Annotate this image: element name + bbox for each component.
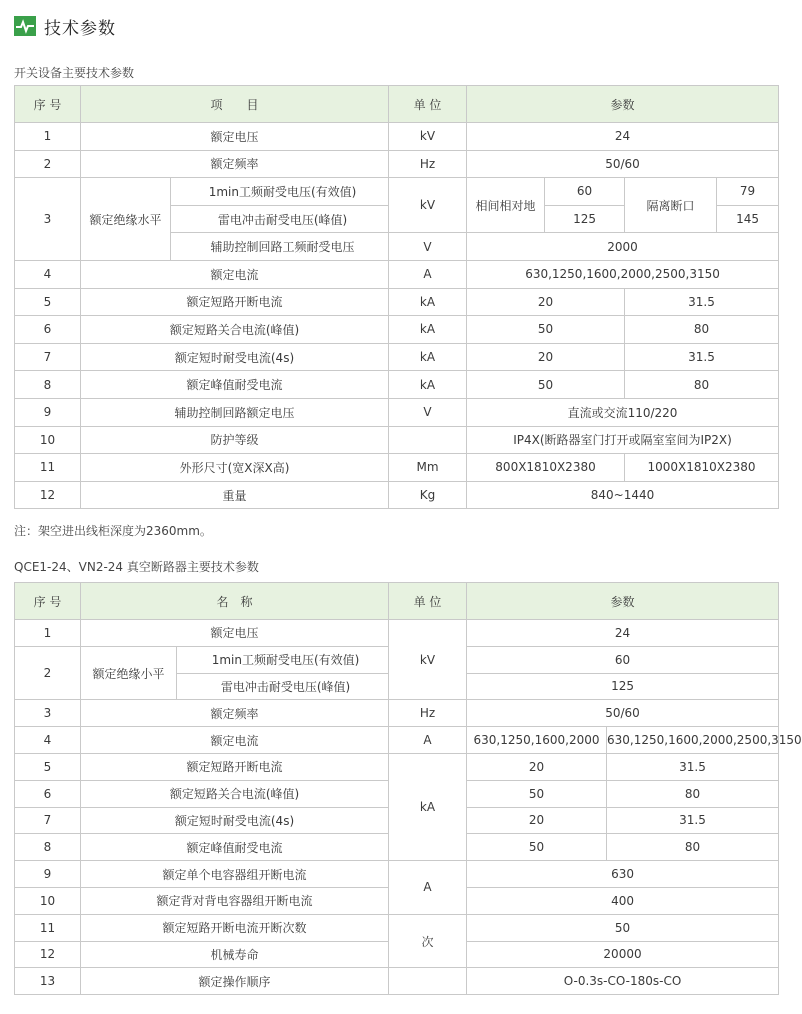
row-no: 8 bbox=[15, 371, 81, 399]
isolation-label: 隔离断口 bbox=[625, 178, 717, 233]
col-header-unit: 单 位 bbox=[389, 583, 467, 620]
row-sub-name: 1min工频耐受电压(有效值) bbox=[171, 178, 389, 206]
row-unit bbox=[389, 968, 467, 995]
row-value-b: 80 bbox=[625, 316, 779, 344]
phase-label: 相间相对地 bbox=[467, 178, 545, 233]
row-value-b: 31.5 bbox=[607, 753, 779, 780]
row-sub-name: 雷电冲击耐受电压(峰值) bbox=[177, 673, 389, 700]
row-name: 额定操作顺序 bbox=[81, 968, 389, 995]
row-no: 3 bbox=[15, 178, 81, 261]
row-value-a: 20 bbox=[467, 753, 607, 780]
row-name: 额定短路开断电流 bbox=[81, 753, 389, 780]
row-group-name: 额定绝缘水平 bbox=[81, 178, 171, 261]
row-no: 6 bbox=[15, 780, 81, 807]
table1-caption: 开关设备主要技术参数 bbox=[14, 66, 135, 80]
table-row bbox=[15, 700, 779, 727]
phase-value: 60 bbox=[545, 178, 625, 206]
row-no: 7 bbox=[15, 807, 81, 834]
row-no: 13 bbox=[15, 968, 81, 995]
table1-note: 注：架空进出线柜深度为2360mm。 bbox=[14, 524, 212, 538]
row-name: 外形尺寸(宽X深X高) bbox=[81, 454, 389, 482]
phase-value: 125 bbox=[545, 205, 625, 233]
row-unit: Hz bbox=[389, 150, 467, 178]
row-unit: kA bbox=[389, 316, 467, 344]
row-value: 630 bbox=[467, 861, 779, 888]
row-value-b: 31.5 bbox=[625, 343, 779, 371]
table-row bbox=[15, 481, 779, 509]
row-name: 防护等级 bbox=[81, 426, 389, 454]
row-unit: Hz bbox=[389, 700, 467, 727]
row-no: 1 bbox=[15, 620, 81, 647]
row-value-b: 1000X1810X2380 bbox=[625, 454, 779, 482]
row-no: 12 bbox=[15, 941, 81, 968]
row-no: 2 bbox=[15, 150, 81, 178]
row-unit: 次 bbox=[389, 914, 467, 968]
row-unit: kA bbox=[389, 753, 467, 860]
col-header-no: 序 号 bbox=[15, 583, 81, 620]
row-no: 3 bbox=[15, 700, 81, 727]
row-name: 额定峰值耐受电流 bbox=[81, 834, 389, 861]
row-unit: A bbox=[389, 727, 467, 754]
table-row bbox=[15, 753, 779, 780]
table-row bbox=[15, 150, 779, 178]
row-value: 2000 bbox=[467, 233, 779, 261]
row-sub-name: 辅助控制回路工频耐受电压 bbox=[171, 233, 389, 261]
row-no: 5 bbox=[15, 288, 81, 316]
row-value-b: 80 bbox=[607, 834, 779, 861]
col-header-value: 参数 bbox=[467, 583, 779, 620]
row-value: 50/60 bbox=[467, 700, 779, 727]
row-value-a: 630,1250,1600,2000 bbox=[467, 727, 607, 754]
row-sub-name: 雷电冲击耐受电压(峰值) bbox=[171, 205, 389, 233]
table-row bbox=[15, 123, 779, 151]
table-row bbox=[15, 727, 779, 754]
row-name: 额定短路开断电流 bbox=[81, 288, 389, 316]
table-row bbox=[15, 371, 779, 399]
row-name: 额定短路开断电流开断次数 bbox=[81, 914, 389, 941]
row-value: 630,1250,1600,2000,2500,3150 bbox=[467, 260, 779, 288]
isolation-value: 79 bbox=[717, 178, 779, 206]
pulse-logo-icon bbox=[14, 16, 36, 36]
row-no: 10 bbox=[15, 887, 81, 914]
row-value: 24 bbox=[467, 620, 779, 647]
row-value-b: 31.5 bbox=[625, 288, 779, 316]
table-row bbox=[15, 178, 779, 206]
row-name: 额定电流 bbox=[81, 727, 389, 754]
row-name: 重量 bbox=[81, 481, 389, 509]
row-value: 400 bbox=[467, 887, 779, 914]
row-value-a: 50 bbox=[467, 780, 607, 807]
row-group-name: 额定绝缘小平 bbox=[81, 646, 177, 700]
row-unit: Mm bbox=[389, 454, 467, 482]
row-name: 机械寿命 bbox=[81, 941, 389, 968]
row-no: 9 bbox=[15, 861, 81, 888]
section-header bbox=[14, 12, 116, 40]
row-value: O-0.3s-CO-180s-CO bbox=[467, 968, 779, 995]
table-row bbox=[15, 426, 779, 454]
row-unit: V bbox=[389, 233, 467, 261]
table-header-row bbox=[15, 86, 779, 123]
row-no: 6 bbox=[15, 316, 81, 344]
row-value-b: 80 bbox=[607, 780, 779, 807]
row-value-a: 50 bbox=[467, 371, 625, 399]
row-value-a: 20 bbox=[467, 288, 625, 316]
row-no: 1 bbox=[15, 123, 81, 151]
table-row bbox=[15, 968, 779, 995]
row-name: 额定单个电容器组开断电流 bbox=[81, 861, 389, 888]
row-no: 4 bbox=[15, 727, 81, 754]
row-name: 额定频率 bbox=[81, 150, 389, 178]
row-name: 额定电压 bbox=[81, 123, 389, 151]
table-row bbox=[15, 861, 779, 888]
row-unit: A bbox=[389, 861, 467, 915]
row-value-b: 31.5 bbox=[607, 807, 779, 834]
row-no: 12 bbox=[15, 481, 81, 509]
table-row bbox=[15, 343, 779, 371]
col-header-value: 参数 bbox=[467, 86, 779, 123]
row-no: 10 bbox=[15, 426, 81, 454]
table-row bbox=[15, 260, 779, 288]
row-name: 额定短路关合电流(峰值) bbox=[81, 316, 389, 344]
row-value: 20000 bbox=[467, 941, 779, 968]
row-unit: kV bbox=[389, 123, 467, 151]
col-header-unit: 单 位 bbox=[389, 86, 467, 123]
col-header-item: 项 目 bbox=[81, 86, 389, 123]
col-header-no: 序 号 bbox=[15, 86, 81, 123]
row-name: 额定频率 bbox=[81, 700, 389, 727]
row-no: 5 bbox=[15, 753, 81, 780]
table-row bbox=[15, 398, 779, 426]
row-value-a: 800X1810X2380 bbox=[467, 454, 625, 482]
row-name: 辅助控制回路额定电压 bbox=[81, 398, 389, 426]
row-value-b: 80 bbox=[625, 371, 779, 399]
table-header-row bbox=[15, 583, 779, 620]
row-unit: A bbox=[389, 260, 467, 288]
row-no: 11 bbox=[15, 454, 81, 482]
row-unit: kV bbox=[389, 178, 467, 233]
row-value-a: 50 bbox=[467, 834, 607, 861]
row-unit bbox=[389, 426, 467, 454]
table-row bbox=[15, 316, 779, 344]
row-name: 额定电流 bbox=[81, 260, 389, 288]
row-unit: kA bbox=[389, 343, 467, 371]
row-no: 11 bbox=[15, 914, 81, 941]
table-row bbox=[15, 288, 779, 316]
table-row bbox=[15, 914, 779, 941]
row-unit: kA bbox=[389, 288, 467, 316]
row-no: 8 bbox=[15, 834, 81, 861]
switchgear-spec-table bbox=[14, 85, 779, 509]
row-value-a: 20 bbox=[467, 343, 625, 371]
row-name: 额定峰值耐受电流 bbox=[81, 371, 389, 399]
row-name: 额定背对背电容器组开断电流 bbox=[81, 887, 389, 914]
table-row bbox=[15, 454, 779, 482]
row-value: 50 bbox=[467, 914, 779, 941]
row-value-a: 20 bbox=[467, 807, 607, 834]
row-value: 24 bbox=[467, 123, 779, 151]
row-unit: kA bbox=[389, 371, 467, 399]
row-value-b: 630,1250,1600,2000,2500,3150 bbox=[607, 727, 779, 754]
row-name: 额定短时耐受电流(4s) bbox=[81, 343, 389, 371]
isolation-value: 145 bbox=[717, 205, 779, 233]
page-title: 技术参数 bbox=[44, 18, 116, 39]
row-name: 额定短时耐受电流(4s) bbox=[81, 807, 389, 834]
col-header-name: 名 称 bbox=[81, 583, 389, 620]
row-no: 2 bbox=[15, 646, 81, 700]
row-no: 9 bbox=[15, 398, 81, 426]
table2-caption: QCE1-24、VN2-24 真空断路器主要技术参数 bbox=[14, 560, 259, 574]
row-no: 7 bbox=[15, 343, 81, 371]
table-row bbox=[15, 620, 779, 647]
row-name: 额定短路关合电流(峰值) bbox=[81, 780, 389, 807]
row-value: 60 bbox=[467, 646, 779, 673]
row-unit: Kg bbox=[389, 481, 467, 509]
row-value: 50/60 bbox=[467, 150, 779, 178]
row-value: 直流或交流110/220 bbox=[467, 398, 779, 426]
row-sub-name: 1min工频耐受电压(有效值) bbox=[177, 646, 389, 673]
row-name: 额定电压 bbox=[81, 620, 389, 647]
row-no: 4 bbox=[15, 260, 81, 288]
row-value-a: 50 bbox=[467, 316, 625, 344]
row-value: 840~1440 bbox=[467, 481, 779, 509]
row-unit: kV bbox=[389, 620, 467, 700]
row-value: IP4X(断路器室门打开或隔室室间为IP2X) bbox=[467, 426, 779, 454]
breaker-spec-table bbox=[14, 582, 802, 995]
row-value: 125 bbox=[467, 673, 779, 700]
row-unit: V bbox=[389, 398, 467, 426]
